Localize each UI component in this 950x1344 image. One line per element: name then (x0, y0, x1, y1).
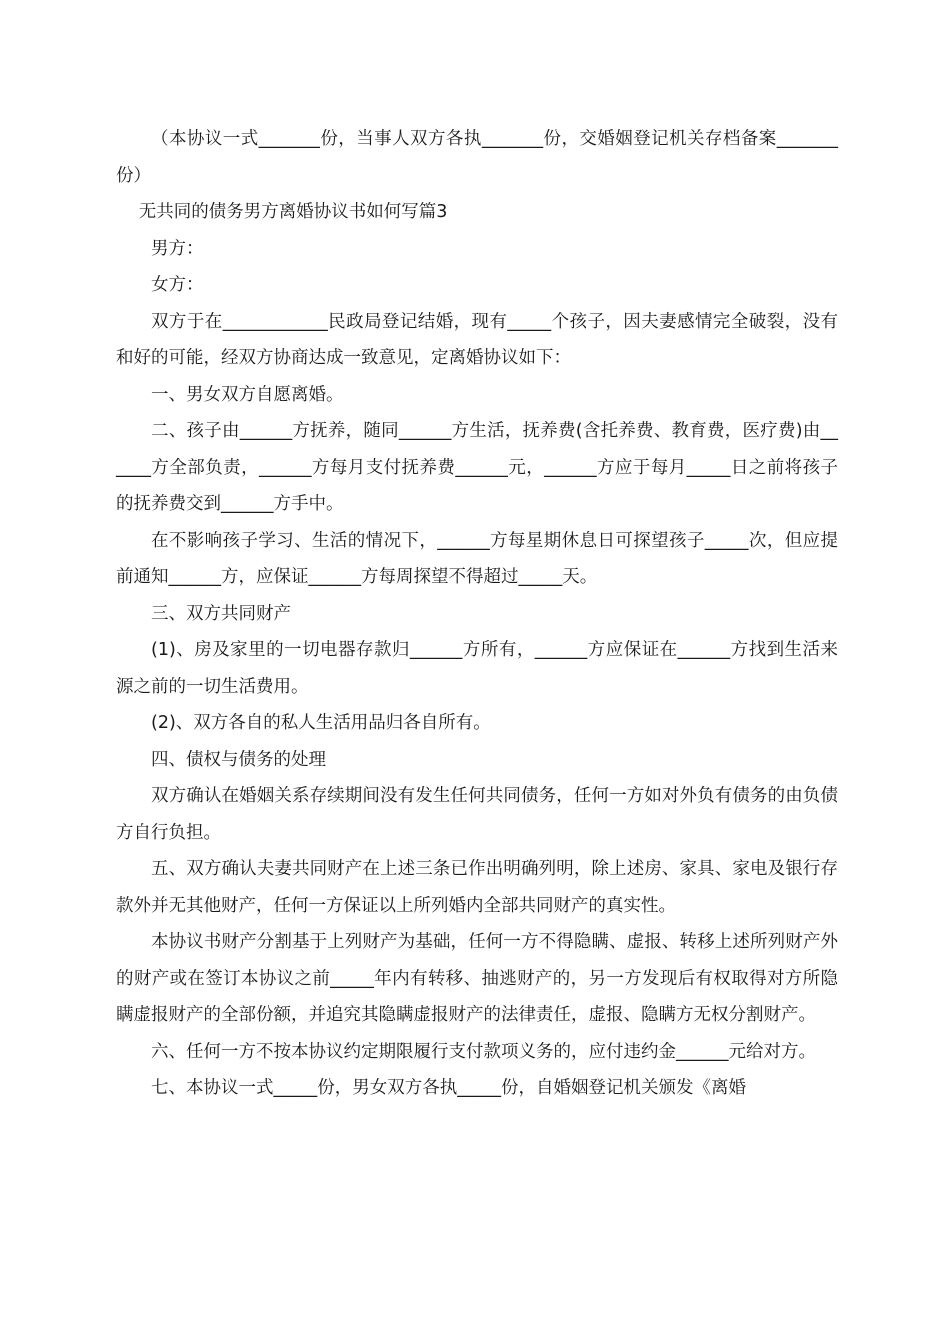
clause-4-body: 双方确认在婚姻关系存续期间没有发生任何共同债务，任何一方如对外负有债务的由负债方自行负担。 (116, 786, 838, 843)
clause-6: 六、任何一方不按本协议约定期限履行支付款项义务的，应付违约金______元给对方。 (151, 1041, 816, 1062)
clause-5: 五、双方确认夫妻共同财产在上述三条已作出明确列明，除上述房、家具、家电及银行存款外并无其他财产，任何一方保证以上所列婚内全部共同财产的真实性。 (116, 859, 838, 916)
clause-3-item-2: (2)、双方各自的私人生活用品归各自所有。 (151, 713, 491, 733)
paragraph-intro: 双方于在____________民政局登记结婚，现有_____个孩子，因夫妻感情完全破裂，没有和好的可能，经双方协商达成一致意见，定离婚协议如下： (116, 311, 838, 368)
clause-4: 四、债权与债务的处理 (151, 749, 326, 770)
section-title: 无共同的债务男方离婚协议书如何写篇3 (138, 202, 448, 222)
paragraph-copies-note: （本协议一式_______份，当事人双方各执_______份，交婚姻登记机关存档备案_______份） (116, 129, 838, 186)
clause-5-body: 本协议书财产分割基于上列财产为基础，任何一方不得隐瞒、虚报、转移上述所列财产外的财产或在签订本协议之前_____年内有转移、抽逃财产的，另一方发现后有权取得对方所隐瞒虚报财产的全部份额，并追究其隐瞒虚报财产的法律责任，虚报、隐瞒方无权分割财产。 (116, 932, 838, 1025)
clause-2: 二、孩子由______方抚养，随同______方生活，抚养费(含托养费、教育费，医疗费)由______方全部负责，______方每月支付抚养费______元，______方应于每月_____日之前将孩子的抚养费交到______方手中。 (116, 421, 838, 514)
clause-3-item-1: (1)、房及家里的一切电器存款归______方所有，______方应保证在______方找到生活来源之前的一切生活费用。 (116, 640, 838, 697)
paragraph-husband: 男方： (151, 238, 204, 259)
clause-3: 三、双方共同财产 (151, 603, 291, 624)
document-page (116, 121, 838, 1107)
paragraph-wife: 女方： (151, 275, 204, 295)
clause-7: 七、本协议一式_____份，男女双方各执_____份，自婚姻登记机关颁发《离婚 (151, 1078, 746, 1098)
clause-2-visitation: 在不影响孩子学习、生活的情况下，______方每星期休息日可探望孩子_____次，但应提前通知______方，应保证______方每周探望不得超过_____天。 (116, 530, 838, 587)
clause-1: 一、男女双方自愿离婚。 (151, 384, 344, 405)
